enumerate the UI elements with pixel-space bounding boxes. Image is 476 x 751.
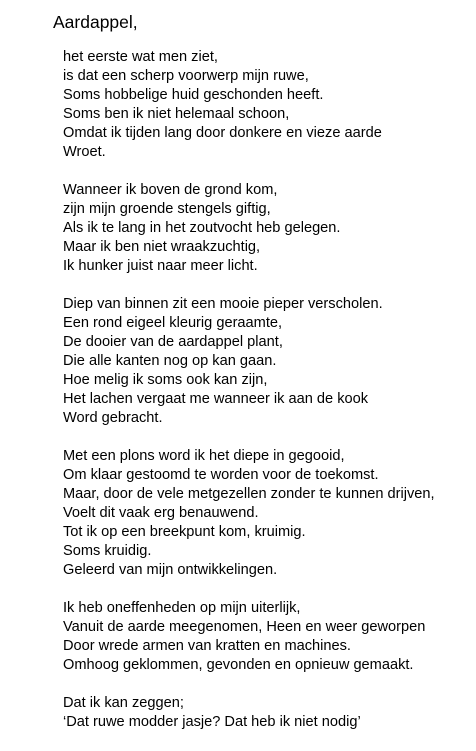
poem-line: Soms kruidig. bbox=[63, 543, 152, 559]
poem-line: Tot ik op een breekpunt kom, kruimig. bbox=[63, 524, 306, 540]
poem-line: De dooier van de aardappel plant, bbox=[63, 334, 283, 350]
poem-line: Geleerd van mijn ontwikkelingen. bbox=[63, 562, 278, 578]
poem-line: is dat een scherp voorwerp mijn ruwe, bbox=[63, 68, 309, 84]
poem-line: Diep van binnen zit een mooie pieper verscholen. bbox=[63, 296, 383, 312]
poem-line: Om klaar gestoomd te worden voor de toekomst. bbox=[63, 467, 379, 483]
stanza-3 bbox=[63, 295, 435, 428]
poem-line: Maar ik ben niet wraakzuchtig, bbox=[63, 239, 261, 255]
poem-line: Ik heb oneffenheden op mijn uiterlijk, bbox=[63, 600, 301, 616]
stanza-6 bbox=[63, 694, 435, 732]
poem-line: Als ik te lang in het zoutvocht heb gelegen. bbox=[63, 220, 341, 236]
poem-line: het eerste wat men ziet, bbox=[63, 49, 218, 65]
poem-title: Aardappel, bbox=[53, 12, 138, 32]
poem-line: Soms ben ik niet helemaal schoon, bbox=[63, 106, 290, 122]
poem-line: Omhoog geklommen, gevonden en opnieuw gemaakt. bbox=[63, 657, 414, 673]
poem-line: ‘Dat ruwe modder jasje? Dat heb ik niet nodig’ bbox=[63, 714, 361, 730]
stanza-1 bbox=[63, 48, 435, 162]
stanza-4 bbox=[63, 447, 435, 580]
poem-line: Voelt dit vaak erg benauwend. bbox=[63, 505, 259, 521]
poem-line: Dat ik kan zeggen; bbox=[63, 695, 184, 711]
poem-body bbox=[63, 48, 435, 751]
stanza-5 bbox=[63, 599, 435, 675]
poem-line: Vanuit de aarde meegenomen, Heen en weer geworpen bbox=[63, 619, 426, 635]
poem-line: Soms hobbelige huid geschonden heeft. bbox=[63, 87, 324, 103]
poem-line: Wanneer ik boven de grond kom, bbox=[63, 182, 278, 198]
poem-line: Een rond eigeel kleurig geraamte, bbox=[63, 315, 283, 331]
stanza-2 bbox=[63, 181, 435, 276]
poem-line: Met een plons word ik het diepe in gegooid, bbox=[63, 448, 345, 464]
poem-line: Die alle kanten nog op kan gaan. bbox=[63, 353, 277, 369]
poem-line: Door wrede armen van kratten en machines. bbox=[63, 638, 351, 654]
poem-line: Ik hunker juist naar meer licht. bbox=[63, 258, 258, 274]
poem-line: Word gebracht. bbox=[63, 410, 163, 426]
poem-line: Maar, door de vele metgezellen zonder te kunnen drijven, bbox=[63, 486, 435, 502]
poem-line: zijn mijn groende stengels giftig, bbox=[63, 201, 271, 217]
poem-line: Omdat ik tijden lang door donkere en vieze aarde bbox=[63, 125, 382, 141]
poem-line: Wroet. bbox=[63, 144, 106, 160]
poem-line: Het lachen vergaat me wanneer ik aan de kook bbox=[63, 391, 369, 407]
poem-line: Hoe melig ik soms ook kan zijn, bbox=[63, 372, 268, 388]
